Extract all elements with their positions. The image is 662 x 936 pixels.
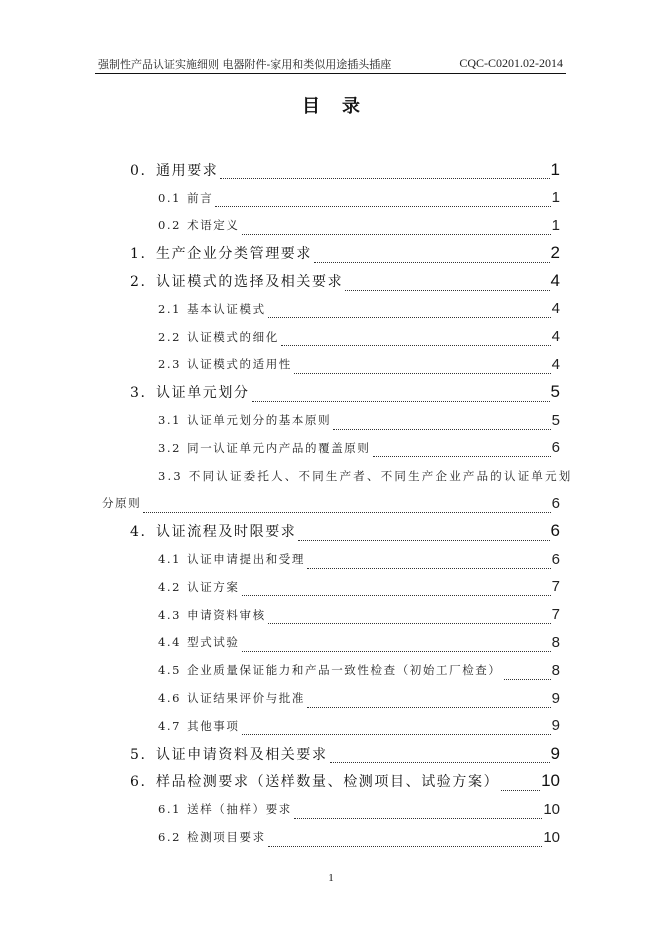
toc-entry-number: 2. xyxy=(130,274,147,291)
dot-leader xyxy=(345,290,549,291)
toc-entry-title: 认证模式的选择及相关要求 xyxy=(156,274,344,291)
dot-leader xyxy=(504,679,551,680)
dot-leader xyxy=(268,623,551,624)
toc-entry-title: 其他事项 xyxy=(187,718,240,733)
toc-entry[interactable] xyxy=(130,351,560,379)
dot-leader xyxy=(242,595,551,596)
table-of-contents xyxy=(102,156,573,851)
toc-entry[interactable] xyxy=(130,573,560,601)
toc-entry[interactable] xyxy=(130,768,560,796)
dot-leader xyxy=(252,401,550,402)
toc-entry[interactable] xyxy=(130,684,560,712)
toc-entry-number: 5. xyxy=(130,746,147,763)
dot-leader xyxy=(307,707,551,708)
dot-leader xyxy=(501,790,540,791)
toc-entry-title: 企业质量保证能力和产品一致性检查（初始工厂检查） xyxy=(187,663,502,678)
toc-entry[interactable] xyxy=(130,156,560,184)
toc-entry-page: 10 xyxy=(541,771,560,791)
toc-entry-page: 5 xyxy=(550,382,560,402)
toc-entry-number: 0.1 xyxy=(158,190,182,205)
toc-entry-number: 3.1 xyxy=(158,413,182,428)
toc-entry-page: 1 xyxy=(551,216,560,234)
toc-entry-page: 6 xyxy=(551,439,560,457)
toc-entry-title: 型式试验 xyxy=(187,635,240,650)
toc-entry-title: 认证单元划分的基本原则 xyxy=(187,413,332,428)
toc-entry-number: 6.1 xyxy=(158,802,182,817)
toc-entry-page: 4 xyxy=(551,328,560,346)
toc-entry-title: 认证单元划分 xyxy=(156,385,250,402)
toc-entry-number: 4.5 xyxy=(158,663,182,678)
dot-leader xyxy=(294,818,542,819)
toc-entry-number: 2.1 xyxy=(158,301,182,316)
page-number: 1 xyxy=(328,872,334,884)
toc-entry-title: 认证申请资料及相关要求 xyxy=(156,746,328,763)
dot-leader xyxy=(143,512,550,513)
header-document-code: CQC-C0201.02-2014 xyxy=(459,56,563,70)
toc-entry-number: 4.4 xyxy=(158,635,182,650)
toc-entry-page: 7 xyxy=(551,606,560,624)
toc-entry-number: 6.2 xyxy=(158,830,182,845)
dot-leader xyxy=(298,540,549,541)
toc-entry-page: 7 xyxy=(551,578,560,596)
dot-leader xyxy=(268,317,551,318)
toc-entry-title-continued: 分原则 xyxy=(102,496,142,511)
toc-entry[interactable] xyxy=(130,517,560,545)
dot-leader xyxy=(330,762,550,763)
dot-leader xyxy=(220,178,549,179)
toc-entry-page: 4 xyxy=(550,271,560,291)
toc-entry-continuation[interactable] xyxy=(102,490,560,518)
dot-leader xyxy=(242,734,551,735)
toc-entry-number: 0. xyxy=(130,162,147,179)
toc-entry-page: 6 xyxy=(550,521,560,541)
toc-entry[interactable] xyxy=(130,267,560,295)
toc-entry-title: 样品检测要求（送样数量、检测项目、试验方案） xyxy=(156,774,500,791)
toc-entry-page: 10 xyxy=(543,800,560,818)
toc-entry-number: 4.1 xyxy=(158,552,182,567)
toc-entry-number: 3. xyxy=(130,385,147,402)
dot-leader xyxy=(307,568,551,569)
toc-entry[interactable] xyxy=(130,740,560,768)
toc-entry-title: 生产企业分类管理要求 xyxy=(156,246,312,263)
toc-entry-title: 认证流程及时限要求 xyxy=(156,524,297,541)
toc-entry-number: 4. xyxy=(130,524,147,541)
dot-leader xyxy=(242,651,551,652)
toc-entry[interactable] xyxy=(130,184,560,212)
toc-entry-page: 8 xyxy=(551,661,560,679)
toc-entry-number: 0.2 xyxy=(158,218,182,233)
toc-entry-page: 8 xyxy=(551,633,560,651)
toc-entry-number: 6. xyxy=(130,774,147,791)
toc-entry-page: 4 xyxy=(551,355,560,373)
toc-entry[interactable] xyxy=(130,212,560,240)
toc-entry-title: 认证结果评价与批准 xyxy=(187,691,305,706)
toc-entry-title: 前言 xyxy=(187,190,214,205)
toc-entry[interactable] xyxy=(130,323,560,351)
toc-entry-page: 6 xyxy=(551,494,560,512)
toc-entry-page: 9 xyxy=(551,689,560,707)
dot-leader xyxy=(294,373,551,374)
toc-entry-title: 基本认证模式 xyxy=(187,301,266,316)
toc-entry-page: 10 xyxy=(543,828,560,846)
toc-entry-title: 同一认证单元内产品的覆盖原则 xyxy=(187,440,371,455)
toc-entry-page: 1 xyxy=(551,189,560,207)
toc-entry-wrapped[interactable] xyxy=(130,462,573,490)
toc-entry-number: 4.7 xyxy=(158,718,182,733)
toc-entry-title: 认证模式的细化 xyxy=(187,329,279,344)
toc-entry-number: 4.2 xyxy=(158,579,182,594)
toc-entry-title: 通用要求 xyxy=(156,162,219,179)
toc-entry-page: 9 xyxy=(550,743,560,763)
toc-entry-page: 2 xyxy=(550,243,560,263)
toc-entry-title: 术语定义 xyxy=(187,218,240,233)
toc-entry-title: 不同认证委托人、不同生产者、不同生产企业产品的认证单元划 xyxy=(188,468,573,483)
dot-leader xyxy=(314,262,550,263)
toc-entry[interactable] xyxy=(130,795,560,823)
toc-entry[interactable] xyxy=(130,823,560,851)
dot-leader xyxy=(281,345,551,346)
toc-entry[interactable] xyxy=(130,295,560,323)
toc-entry-page: 5 xyxy=(551,411,560,429)
header-document-title: 强制性产品认证实施细则 电器附件-家用和类似用途插头插座 xyxy=(98,58,392,71)
dot-leader xyxy=(215,206,550,207)
toc-entry-number: 4.6 xyxy=(158,691,182,706)
toc-entry-number: 1. xyxy=(130,246,147,263)
toc-entry-number: 3.3 xyxy=(158,468,183,483)
dot-leader xyxy=(242,234,551,235)
toc-entry[interactable] xyxy=(130,545,560,573)
dot-leader xyxy=(333,429,550,430)
toc-entry-page: 4 xyxy=(551,300,560,318)
toc-entry[interactable] xyxy=(130,434,560,462)
toc-entry[interactable] xyxy=(130,239,560,267)
toc-entry-page: 1 xyxy=(550,159,560,179)
dot-leader xyxy=(373,456,551,457)
toc-entry-title: 送样（抽样）要求 xyxy=(187,802,292,817)
toc-title: 目录 xyxy=(302,96,382,117)
toc-entry[interactable] xyxy=(130,378,560,406)
toc-entry[interactable] xyxy=(130,601,560,629)
toc-entry-number: 4.3 xyxy=(158,607,182,622)
toc-entry-number: 3.2 xyxy=(158,440,182,455)
dot-leader xyxy=(268,846,543,847)
toc-entry-page: 9 xyxy=(551,717,560,735)
toc-entry-title: 检测项目要求 xyxy=(187,830,266,845)
toc-entry-title: 申请资料审核 xyxy=(187,607,266,622)
toc-entry-number: 2.2 xyxy=(158,329,182,344)
toc-entry[interactable] xyxy=(130,656,560,684)
toc-entry-title: 认证模式的适用性 xyxy=(187,357,292,372)
toc-entry[interactable] xyxy=(130,712,560,740)
toc-entry[interactable] xyxy=(130,629,560,657)
toc-entry-number: 2.3 xyxy=(158,357,182,372)
toc-entry[interactable] xyxy=(130,406,560,434)
page-header xyxy=(95,56,566,74)
toc-entry-title: 认证申请提出和受理 xyxy=(187,552,305,567)
toc-entry-title: 认证方案 xyxy=(187,579,240,594)
toc-entry-page: 6 xyxy=(551,550,560,568)
